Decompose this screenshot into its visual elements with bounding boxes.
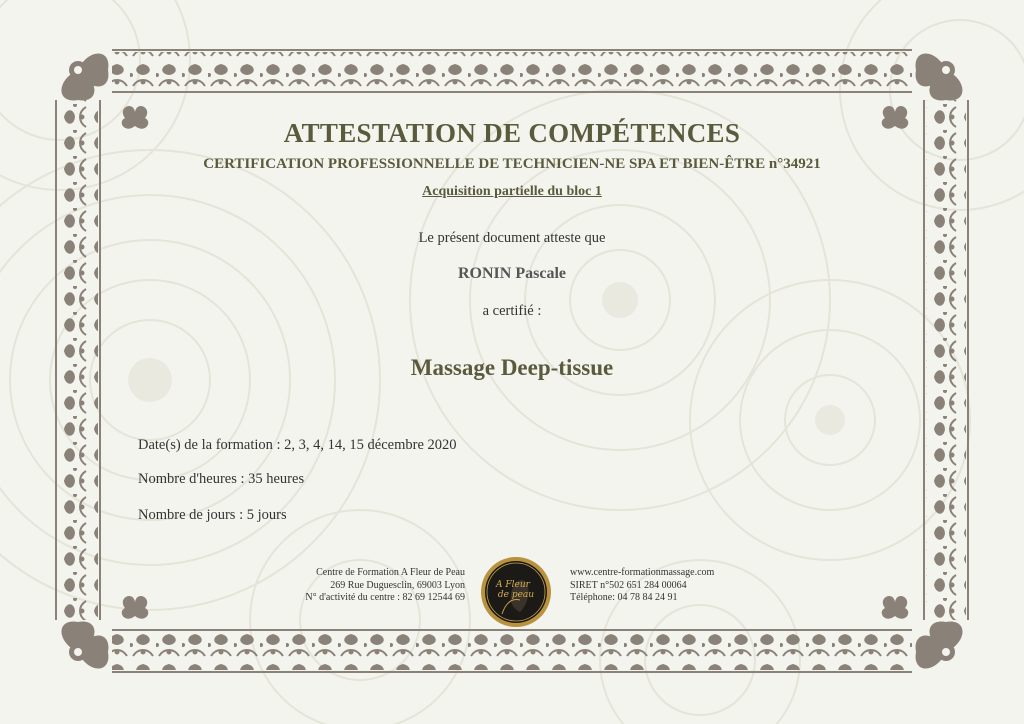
website: www.centre-formationmassage.com (570, 567, 715, 578)
center-name: Centre de Formation A Fleur de Peau (316, 567, 465, 578)
certified-label: a certifié : (482, 303, 542, 319)
certificate-subtitle: CERTIFICATION PROFESSIONNELLE DE TECHNICIEN-NE SPA ET BIEN-ÊTRE n°34921 (203, 156, 821, 172)
siret-number: SIRET n°502 651 284 00064 (570, 579, 687, 591)
seal-logo (480, 556, 552, 628)
center-address: 269 Rue Duguesclin, 69003 Lyon (330, 579, 465, 591)
footer-left-address (305, 567, 465, 605)
training-hours: Nombre d'heures : 35 heures (138, 471, 305, 487)
svg-text:de peau: de peau (497, 590, 535, 600)
course-name: Massage Deep-tissue (410, 355, 614, 380)
recipient-name: RONIN Pascale (458, 265, 566, 282)
footer-right-contact (570, 567, 714, 605)
intro-text: Le présent document atteste que (418, 230, 606, 246)
phone-number: Téléphone: 04 78 84 24 91 (570, 592, 678, 603)
training-days: Nombre de jours : 5 jours (138, 507, 287, 523)
training-dates: Date(s) de la formation : 2, 3, 4, 14, 15 décembre 2020 (138, 437, 457, 453)
center-activity-number: N° d'activité du centre : 82 69 12544 69 (305, 592, 465, 603)
bloc-label: Acquisition partielle du bloc 1 (422, 184, 602, 199)
certificate-title: ATTESTATION DE COMPÉTENCES (283, 118, 741, 148)
svg-text:A Fleur: A Fleur (496, 580, 530, 590)
